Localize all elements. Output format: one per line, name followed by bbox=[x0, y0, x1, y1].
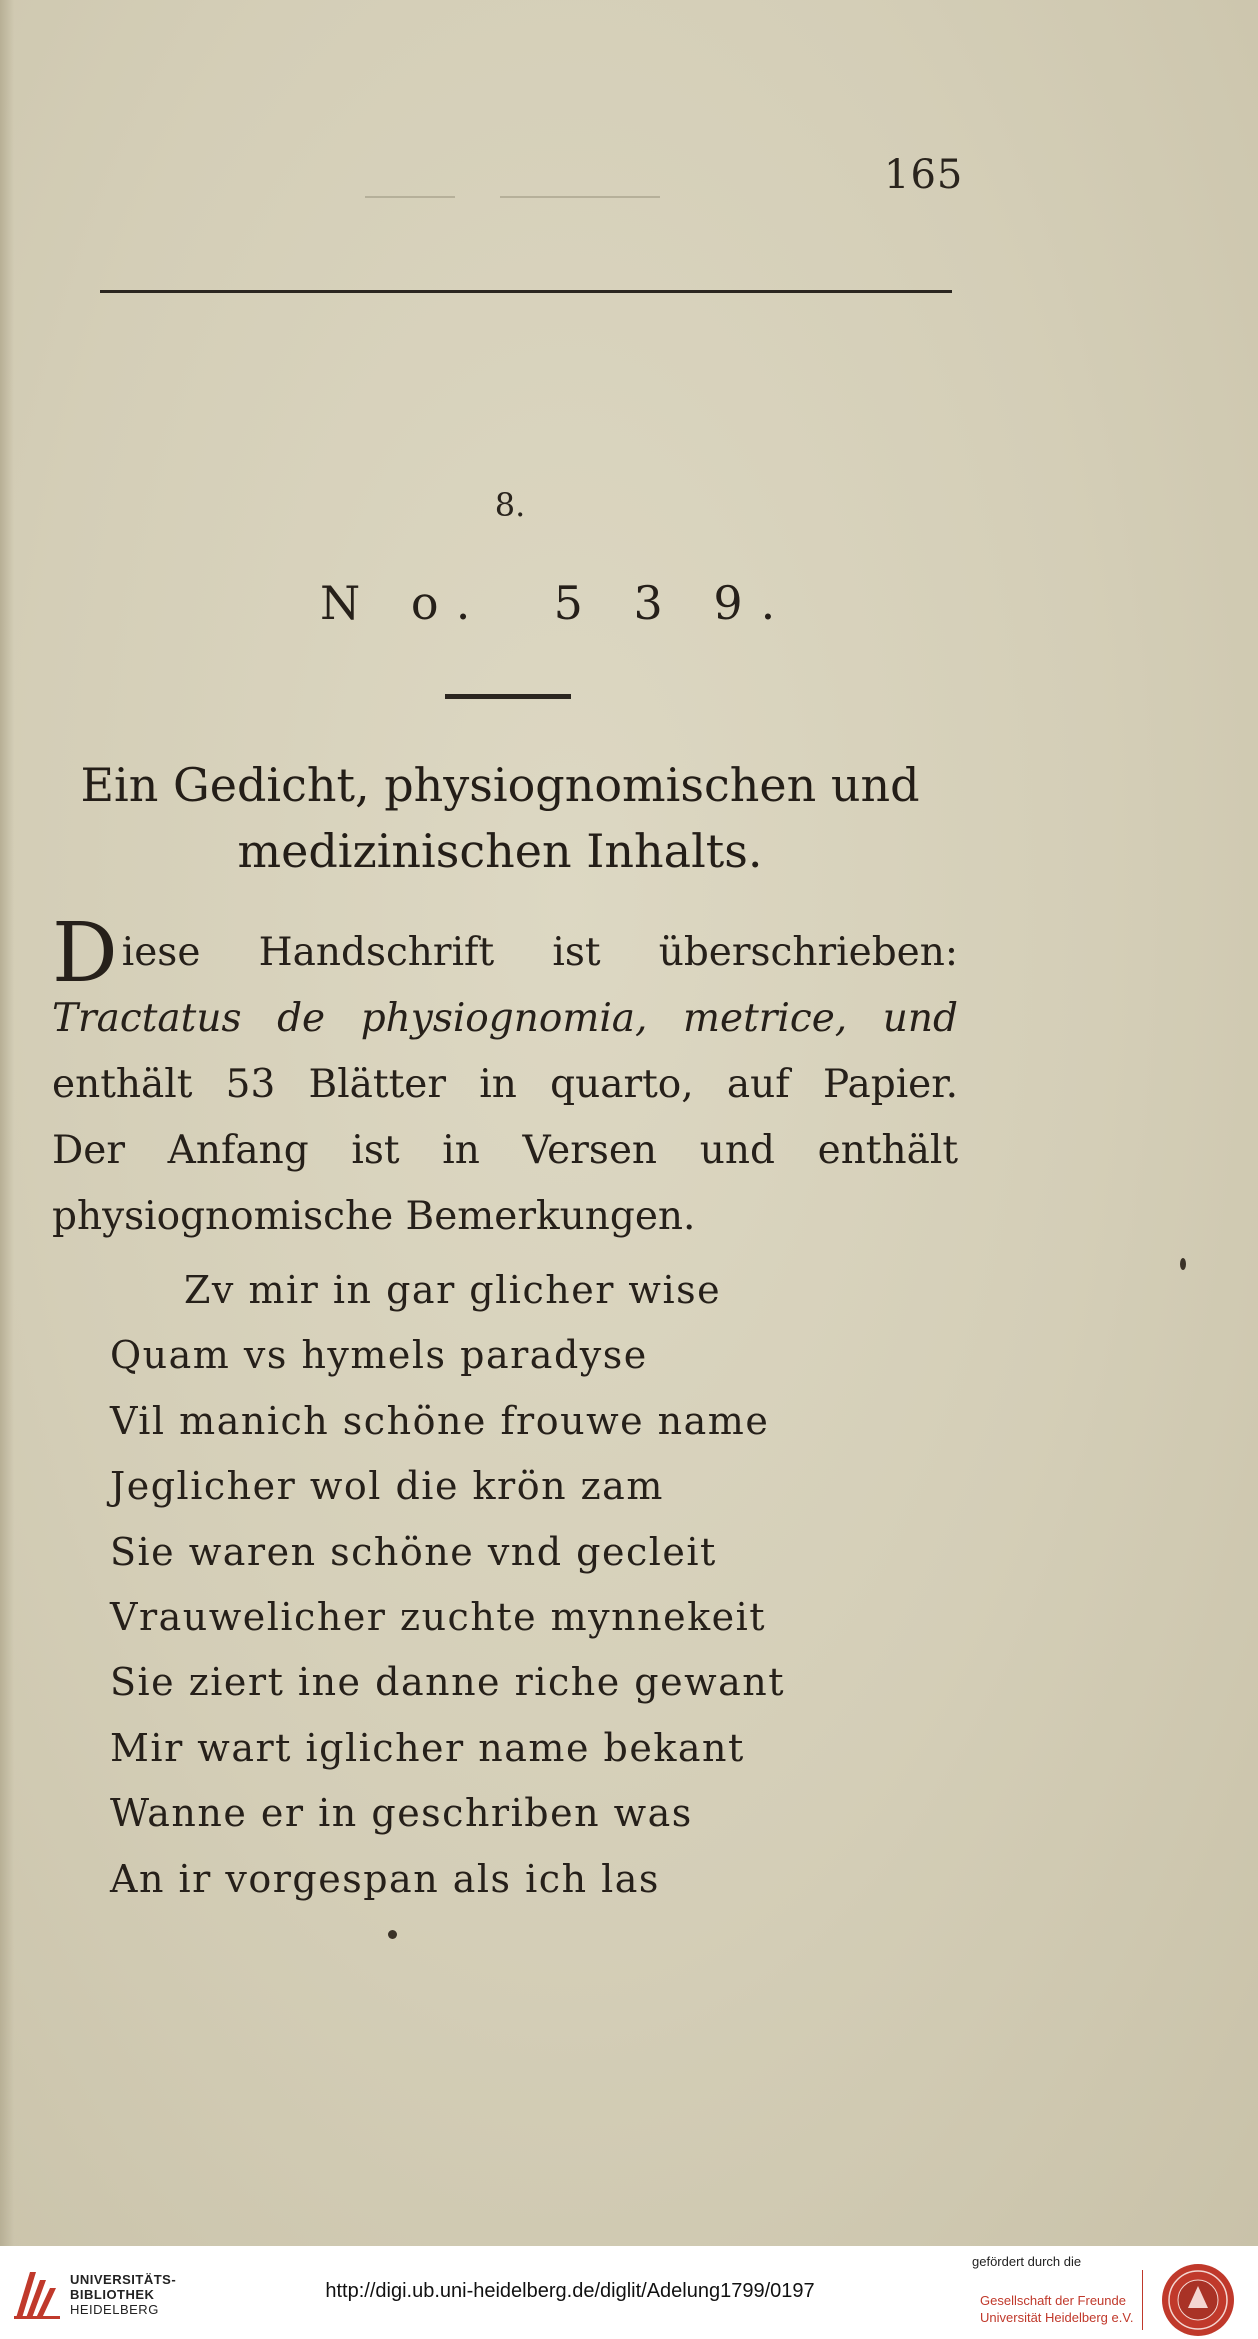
verse-line: An ir vorgespan als ich las bbox=[110, 1856, 660, 1901]
verse-line: Quam vs hymels paradyse bbox=[110, 1333, 648, 1378]
verse-line: Wanne er in geschriben was bbox=[110, 1791, 693, 1836]
ub-heidelberg-logo-icon[interactable] bbox=[12, 2266, 62, 2322]
heading-line: Ein Gedicht, physiognomischen und bbox=[80, 758, 920, 812]
paragraph-line: enthält 53 Blätter in quarto, auf Papier. bbox=[52, 1062, 958, 1107]
library-name-line: UNIVERSITÄTS- bbox=[70, 2272, 177, 2287]
header-rule bbox=[100, 290, 952, 293]
paragraph-line bbox=[52, 906, 958, 1001]
drop-cap: D bbox=[52, 906, 118, 1001]
funder-name-line: Gesellschaft der Freunde bbox=[980, 2293, 1126, 2308]
verse-line: Vrauwelicher zuchte mynnekeit bbox=[110, 1594, 767, 1639]
verse-line: Vil manich schöne frouwe name bbox=[110, 1398, 770, 1443]
bleed-through-mark bbox=[365, 196, 455, 198]
section-heading bbox=[40, 752, 960, 884]
paragraph-line: physiognomische Bemerkungen. bbox=[52, 1194, 696, 1239]
library-name-line: BIBLIOTHEK bbox=[70, 2287, 155, 2302]
page-edge-shadow bbox=[0, 0, 14, 2246]
paragraph-line: Der Anfang ist in Versen und enthält bbox=[52, 1128, 958, 1173]
library-name-line: HEIDELBERG bbox=[70, 2302, 159, 2317]
permalink-url[interactable]: http://digi.ub.uni-heidelberg.de/diglit/Adelung1799/0197 bbox=[325, 2280, 815, 2302]
paragraph-text: iese Handschrift ist überschrieben: bbox=[121, 930, 958, 975]
funder-name-line: Universität Heidelberg e.V. bbox=[980, 2310, 1134, 2325]
digitization-footer bbox=[0, 2246, 1258, 2339]
footer-divider bbox=[1142, 2270, 1143, 2330]
manuscript-number: N o. 5 3 9. bbox=[320, 576, 794, 630]
ink-spot bbox=[1180, 1258, 1186, 1270]
paragraph-line: Tractatus de physiognomia, metrice, und bbox=[52, 996, 958, 1041]
page-number: 165 bbox=[884, 152, 964, 198]
verse-line: Zv mir in gar glicher wise bbox=[184, 1268, 722, 1312]
verse-line: Sie waren schöne vnd gecleit bbox=[110, 1529, 717, 1574]
verse-line: Jeglicher wol die krön zam bbox=[110, 1464, 664, 1509]
ink-spot bbox=[388, 1930, 397, 1939]
section-rule bbox=[445, 694, 571, 699]
heading-line: medizinischen Inhalts. bbox=[237, 824, 763, 878]
library-name bbox=[70, 2272, 176, 2317]
funder-name[interactable] bbox=[980, 2292, 1133, 2326]
verse-line: Mir wart iglicher name bekant bbox=[110, 1725, 745, 1770]
chapter-number: 8. bbox=[494, 486, 526, 524]
verse-block bbox=[110, 1258, 870, 1912]
university-seal-icon bbox=[1160, 2262, 1236, 2338]
bleed-through-mark bbox=[500, 196, 660, 198]
funded-by-label: gefördert durch die bbox=[972, 2254, 1082, 2269]
description-paragraph bbox=[52, 906, 958, 1250]
verse-line: Sie ziert ine danne riche gewant bbox=[110, 1660, 785, 1705]
